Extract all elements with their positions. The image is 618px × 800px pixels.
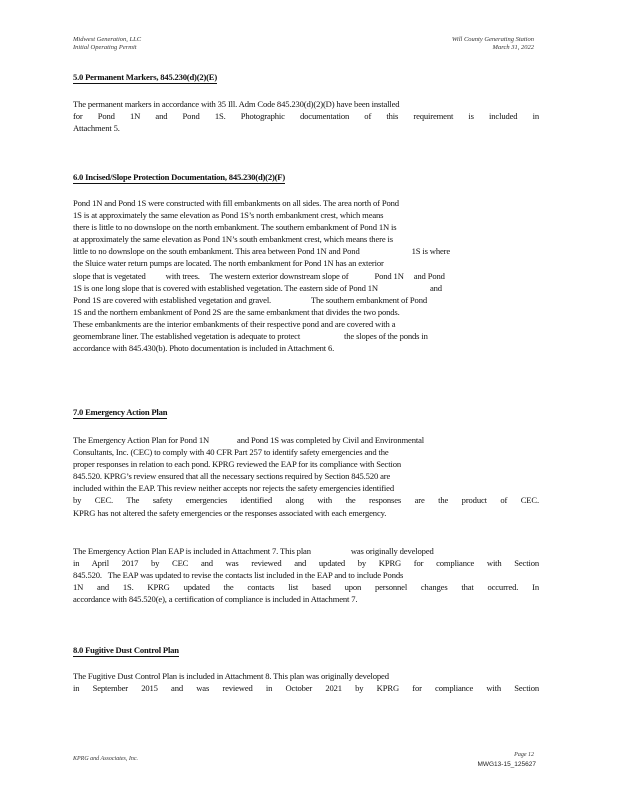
text-line: accordance with 845.520(e), a certification of compliance is included in Attachment 7. (73, 594, 358, 605)
text-line: there is little to no downslope on the north embankment. The southern embankment of Pond 1N is (73, 222, 397, 233)
text-line: KPRG has not altered the safety emergencies or the responses associated with each emergency. (73, 507, 387, 518)
text-line: for Pond 1N and Pond 1S. Photographic documentation of this requirement is included in (73, 111, 539, 122)
text-line: Consultants, Inc. (CEC) to comply with 40 CFR Part 257 to identify safety emergencies and the (73, 447, 389, 458)
text-line: These embankments are the interior embankments of their respective pond and are covered with a (73, 318, 396, 329)
text-line: 845.520. The EAP was updated to revise the contacts list included in the EAP and to include Ponds (73, 570, 404, 581)
footer-company: KPRG and Associates, Inc. (73, 756, 139, 762)
text-line: 845.520. KPRG’s review ensured that all the necessary sections required by Section 845.520 are (73, 471, 391, 482)
section-5-title: 5.0 Permanent Markers, 845.230(d)(2)(E) (73, 72, 217, 82)
section-8-paragraph-1 (73, 670, 539, 694)
footer-page-number: Page 12 (514, 752, 534, 758)
text-line: The Fugitive Dust Control Plan is included in Attachment 8. This plan was originally developed (73, 671, 389, 681)
text-line: by CEC. The safety emergencies identified along with the responses are the product of CEC. (73, 495, 539, 506)
text-line: 1N and 1S. KPRG updated the contacts list based upon personnel changes that occurred. In (73, 582, 539, 593)
section-6-title: 6.0 Incised/Slope Protection Documentation, 845.230(d)(2)(F) (73, 172, 285, 182)
text-line: 1S is at approximately the same elevation as Pond 1S’s north embankment crest, which means (73, 210, 384, 221)
text-line: The permanent markers in accordance with 35 Ill. Adm Code 845.230(d)(2)(D) have been installed (73, 99, 400, 109)
header-left (73, 36, 141, 52)
text-line: The Emergency Action Plan for Pond 1N and Pond 1S was completed by Civil and Environmental (73, 435, 425, 445)
section-8-title: 8.0 Fugitive Dust Control Plan (73, 645, 179, 655)
text-line: in April 2017 by CEC and was reviewed and updated by KPRG for compliance with Section (73, 558, 539, 569)
text-line: Pond 1S are covered with established vegetation and gravel. The southern embankment of Pond (73, 294, 427, 305)
text-line: included within the EAP. This review neither accepts nor rejects the safety emergencies identified (73, 483, 394, 494)
header-date: March 31, 2022 (492, 44, 534, 51)
section-6-paragraph-1 (73, 197, 539, 354)
text-line: proper responses in relation to each pond. KPRG reviewed the EAP for its compliance with Section (73, 459, 401, 470)
text-line: slope that is vegetated with trees. The western exterior downstream slope of Pond 1N and Pond (73, 270, 445, 281)
text-line: accordance with 845.430(b). Photo documentation is included in Attachment 6. (73, 343, 335, 354)
text-line: in September 2015 and was reviewed in October 2021 by KPRG for compliance with Section (73, 683, 539, 694)
text-line: little to no downslope on the south embankment. This area between Pond 1N and Pond 1S is where (73, 246, 451, 257)
header-permit: Initial Operating Permit (73, 44, 137, 51)
document-id: MWG13-15_125627 (477, 761, 536, 768)
text-line: at approximately the same elevation as Pond 1N’s south embankment crest, which means there is (73, 234, 393, 245)
text-line: Pond 1N and Pond 1S were constructed with fill embankments on all sides. The area north of Pond (73, 198, 399, 208)
section-7-paragraph-1 (73, 434, 539, 519)
header-station: Will County Generating Station (451, 36, 534, 43)
section-5-paragraph-1 (73, 98, 539, 134)
section-7-paragraph-2 (73, 545, 539, 605)
text-line: geomembrane liner. The established vegetation is adequate to protect the slopes of the ponds in (73, 331, 428, 342)
text-line: 1S and the northern embankment of Pond 2S are the same embankment that divides the two ponds. (73, 306, 400, 317)
header-right (452, 36, 534, 52)
section-7-title: 7.0 Emergency Action Plan (73, 407, 168, 417)
text-line: the Sluice water return pumps are located. The north embankment for Pond 1N has an exterior (73, 258, 384, 269)
text-line: Attachment 5. (73, 123, 120, 134)
text-line: 1S is one long slope that is covered with established vegetation. The eastern side of Pond 1N and (73, 282, 442, 293)
header-company: Midwest Generation, LLC (73, 36, 142, 43)
text-line: The Emergency Action Plan EAP is included in Attachment 7. This plan was originally developed (73, 546, 434, 556)
